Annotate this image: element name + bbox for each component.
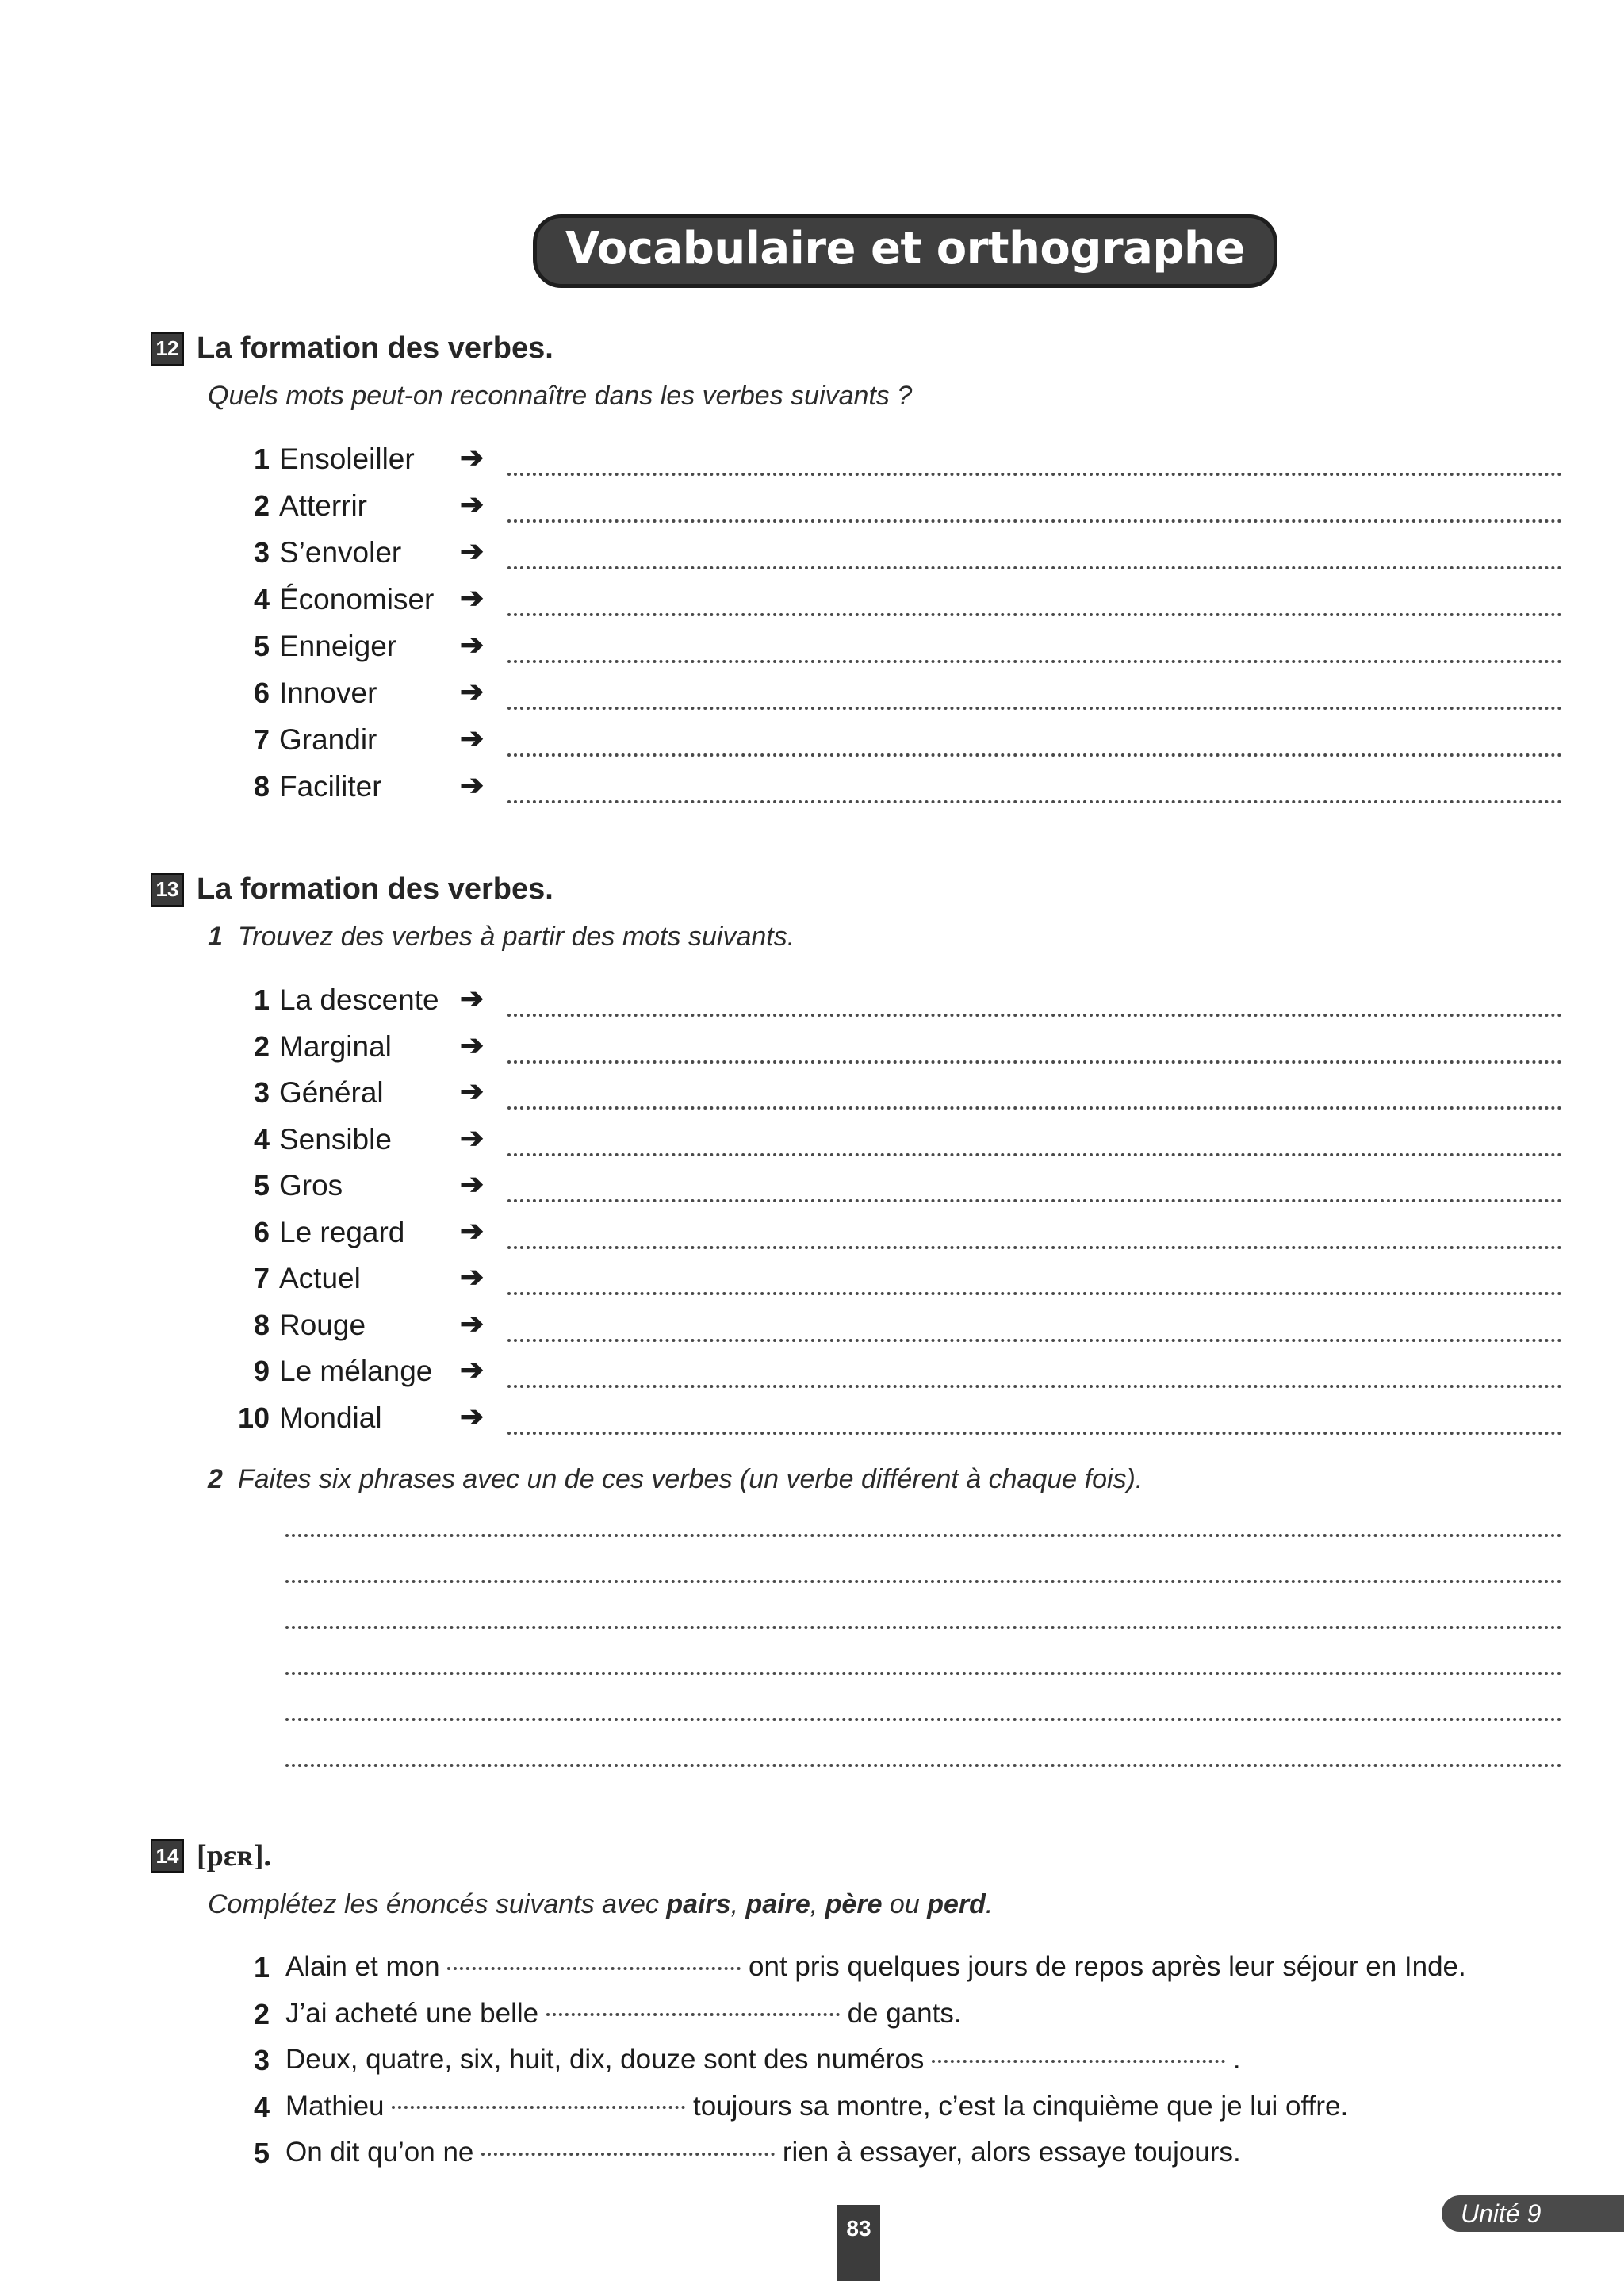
item-number: 2 [253, 489, 270, 522]
sentence-writing-line[interactable] [285, 1672, 1562, 1675]
answer-line[interactable] [508, 1339, 1562, 1342]
item-word: Le regard [279, 1215, 405, 1248]
answer-line[interactable] [508, 1060, 1562, 1064]
sentence [285, 1998, 962, 2030]
exercise-title: La formation des verbes. [197, 332, 553, 365]
exercise-12-instruction: Quels mots peut-on reconnaître dans les verbes suivants ? [208, 381, 913, 411]
answer-line[interactable] [508, 519, 1562, 523]
item-number: 7 [253, 723, 270, 756]
sentence-number: 2 [253, 1997, 270, 2030]
sentence-number: 1 [253, 1951, 270, 1984]
sentence-end: de gants. [847, 1997, 962, 2029]
item-word: Marginal [279, 1029, 392, 1063]
answer-line[interactable] [508, 613, 1562, 616]
item-number: 8 [253, 1308, 270, 1341]
answer-line[interactable] [508, 1246, 1562, 1249]
sentence-writing-line[interactable] [285, 1626, 1562, 1629]
sentence-end: toujours sa montre, c’est la cinquième que je lui offre. [693, 2090, 1349, 2122]
part-instruction-text: Faites six phrases avec un de ces verbes (un verbe différent à chaque fois). [237, 1464, 1143, 1494]
word-option: père [825, 1889, 883, 1919]
word-option: paire [745, 1889, 810, 1919]
arrow-icon: ➔ [460, 1028, 485, 1061]
answer-line[interactable] [508, 1385, 1562, 1388]
item-word: Gros [279, 1169, 343, 1202]
sentence-number: 5 [253, 2137, 270, 2169]
item-number: 4 [253, 1122, 270, 1156]
instruction-text: Complétez les énoncés suivants avec [208, 1889, 667, 1919]
exercise-14-instruction [208, 1889, 993, 1920]
exercise-number-badge: 14 [151, 1839, 184, 1873]
answer-line[interactable] [508, 707, 1562, 710]
word-option: pairs [666, 1889, 731, 1919]
sentence-writing-line[interactable] [285, 1718, 1562, 1721]
sentence-end: ont pris quelques jours de repos après leur séjour en Inde. [749, 1951, 1466, 1982]
item-number: 10 [237, 1401, 270, 1434]
item-number: 6 [253, 1215, 270, 1248]
exercise-13-header [151, 872, 553, 907]
exercise-title: [pɛʀ]. [197, 1839, 272, 1873]
sentence-number: 3 [253, 2044, 270, 2076]
arrow-icon: ➔ [460, 1353, 485, 1386]
arrow-icon: ➔ [460, 1306, 485, 1340]
item-word: Rouge [279, 1308, 366, 1341]
word-option: perd [927, 1889, 986, 1919]
item-word: Général [279, 1076, 384, 1109]
answer-line[interactable] [508, 660, 1562, 663]
answer-line[interactable] [508, 473, 1562, 476]
item-word: S’envoler [279, 536, 402, 569]
sentence [285, 1951, 1466, 1983]
unit-label: Unité 9 [1442, 2195, 1624, 2232]
exercise-13-part1-instruction [208, 922, 795, 953]
sentence [285, 2091, 1348, 2122]
fill-in-blank[interactable] [481, 2153, 775, 2156]
item-word: Faciliter [279, 770, 382, 803]
fill-in-blank[interactable] [932, 2060, 1225, 2063]
exercise-14-header [151, 1838, 271, 1873]
item-number: 3 [253, 536, 270, 569]
arrow-icon: ➔ [460, 628, 485, 661]
item-number: 1 [253, 443, 270, 475]
item-number: 7 [253, 1262, 270, 1294]
page-number: 83 [837, 2205, 880, 2281]
exercise-number-badge: 13 [151, 873, 184, 907]
arrow-icon: ➔ [460, 488, 485, 520]
item-word: Actuel [279, 1262, 361, 1294]
part-number: 1 [208, 922, 223, 952]
item-number: 3 [253, 1076, 270, 1109]
item-number: 5 [253, 630, 270, 662]
sentence [285, 2044, 1241, 2076]
arrow-icon: ➔ [460, 1260, 485, 1293]
answer-line[interactable] [508, 1014, 1562, 1017]
separator: ou [882, 1889, 928, 1919]
answer-line[interactable] [508, 1153, 1562, 1156]
answer-line[interactable] [508, 1432, 1562, 1435]
answer-line[interactable] [508, 753, 1562, 757]
sentence-writing-line[interactable] [285, 1764, 1562, 1767]
item-word: Économiser [279, 583, 435, 615]
answer-line[interactable] [508, 1199, 1562, 1202]
arrow-icon: ➔ [460, 675, 485, 707]
sentence-start: Alain et mon [285, 1951, 440, 1982]
sentence-writing-line[interactable] [285, 1580, 1562, 1583]
sentence-start: J’ai acheté une belle [285, 1997, 539, 2029]
arrow-icon: ➔ [460, 1121, 485, 1154]
arrow-icon: ➔ [460, 441, 485, 473]
item-word: Enneiger [279, 630, 397, 662]
item-number: 6 [253, 677, 270, 709]
separator: , [810, 1889, 825, 1919]
arrow-icon: ➔ [460, 535, 485, 567]
sentence-writing-line[interactable] [285, 1534, 1562, 1537]
exercise-12-header [151, 332, 553, 366]
item-number: 2 [253, 1029, 270, 1063]
item-word: Mondial [279, 1401, 382, 1434]
arrow-icon: ➔ [460, 1167, 485, 1200]
sentence-start: Deux, quatre, six, huit, dix, douze sont des numéros [285, 2044, 925, 2075]
answer-line[interactable] [508, 1292, 1562, 1295]
exercise-13-part2-instruction [208, 1464, 1143, 1495]
part-number: 2 [208, 1464, 223, 1494]
fill-in-blank[interactable] [447, 1967, 741, 1970]
section-header [533, 214, 1277, 288]
item-word: Grandir [279, 723, 377, 756]
item-number: 8 [253, 770, 270, 803]
exercise-number-badge: 12 [151, 332, 184, 366]
answer-line[interactable] [508, 566, 1562, 569]
item-word: Le mélange [279, 1355, 433, 1387]
item-word: Ensoleiller [279, 443, 415, 475]
arrow-icon: ➔ [460, 722, 485, 754]
exercise-title: La formation des verbes. [197, 872, 553, 906]
arrow-icon: ➔ [460, 982, 485, 1014]
sentence-number: 4 [253, 2090, 270, 2123]
sentence-start: On dit qu’on ne [285, 2137, 474, 2168]
item-number: 5 [253, 1169, 270, 1202]
arrow-icon: ➔ [460, 581, 485, 614]
answer-line[interactable] [508, 1106, 1562, 1110]
sentence-start: Mathieu [285, 2090, 385, 2122]
sentence-end: . [1232, 2044, 1241, 2075]
sentence-end: rien à essayer, alors essaye toujours. [782, 2137, 1241, 2168]
separator: , [730, 1889, 746, 1919]
item-word: Innover [279, 677, 377, 709]
section-title: Vocabulaire et orthographe [533, 214, 1277, 288]
arrow-icon: ➔ [460, 1399, 485, 1432]
item-word: Sensible [279, 1122, 392, 1156]
sentence [285, 2137, 1241, 2168]
fill-in-blank[interactable] [546, 2013, 840, 2016]
item-number: 1 [253, 983, 270, 1016]
arrow-icon: ➔ [460, 1213, 485, 1247]
item-word: La descente [279, 983, 439, 1016]
item-number: 4 [253, 583, 270, 615]
item-number: 9 [253, 1355, 270, 1387]
arrow-icon: ➔ [460, 769, 485, 801]
period: . [985, 1889, 994, 1919]
arrow-icon: ➔ [460, 1075, 485, 1107]
answer-line[interactable] [508, 800, 1562, 803]
part-instruction-text: Trouvez des verbes à partir des mots suivants. [237, 922, 795, 952]
item-word: Atterrir [279, 489, 367, 522]
fill-in-blank[interactable] [392, 2106, 685, 2109]
